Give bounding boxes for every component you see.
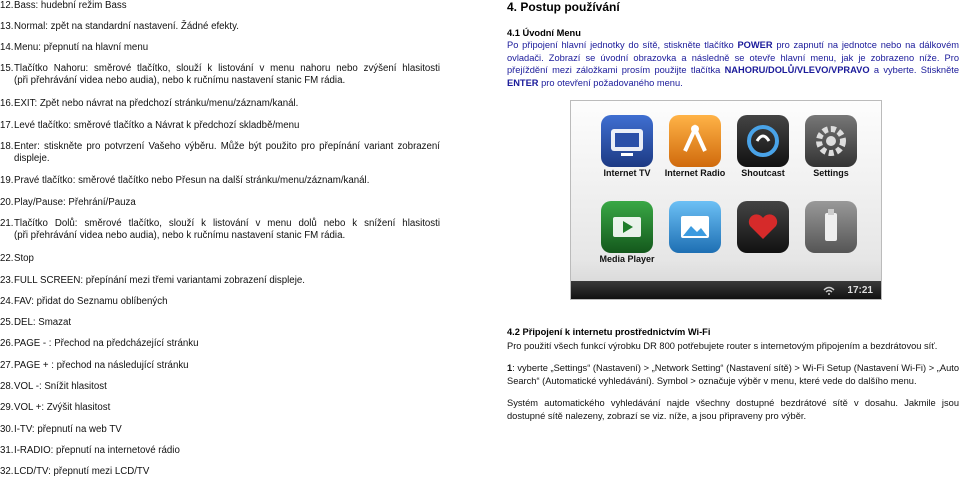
favorites-heart-icon <box>737 201 789 253</box>
usb-icon <box>805 201 857 253</box>
settings-icon <box>805 115 857 167</box>
list-item: 30.I-TV: přepnutí na web TV <box>0 424 122 435</box>
list-item: 13.Normal: zpět na standardní nastavení. Žádné efekty. <box>0 21 239 32</box>
auto-search-paragraph: Systém automatického vyhledávání najde všechny dostupné bezdrátové sítě v dosahu. Jakmile jsou dostupné sítě nalezeny, zobrazí se viz. níže, a jsou připraveny pro výběr. <box>507 398 959 421</box>
tile-label: Shoutcast <box>741 168 785 178</box>
list-item: 23.FULL SCREEN: přepínání mezi třemi variantami zobrazení displeje. <box>0 275 305 286</box>
wifi-icon <box>823 286 835 295</box>
list-item: 24.FAV: přidat do Seznamu oblíbených <box>0 296 168 307</box>
section-heading: 4. Postup používání <box>507 0 620 14</box>
tile-label: Media Player <box>599 254 655 264</box>
status-bar <box>571 281 881 299</box>
tile-label: Internet Radio <box>664 168 726 178</box>
list-item: 14.Menu: přepnutí na hlavní menu <box>0 42 149 53</box>
list-item: 19.Pravé tlačítko: směrové tlačítko nebo Přesun na další stránku/menu/záznam/kanál. <box>0 175 370 186</box>
photo-icon <box>669 201 721 253</box>
list-item: 20.Play/Pause: Přehrání/Pauza <box>0 197 136 208</box>
list-item: 28.VOL -: Snížit hlasitost <box>0 381 107 392</box>
list-item: 27.PAGE + : přechod na následující stránku <box>0 360 189 371</box>
wifi-steps-paragraph: 1: vyberte „Settings“ (Nastavení) > „Network Setting“ (Nastavení sítě) > Wi-Fi Setup (Nastavení Wi-Fi) > „Auto Search“ (Automatické vyhledávání). Symbol > označuje výběr v menu, které vede do dalšího menu. <box>507 363 959 386</box>
intro-paragraph: Po připojení hlavní jednotky do sítě, stiskněte tlačítko POWER pro zapnutí na jednotce nebo na dálkovém ovladači. Zobrazí se úvodní obrazovka a následně se otevře hlavní menu, jak je zobrazeno níže. Pro přejíždění mezi záložkami prosím použijte tlačítka NAHORU/DOLŮ/VLEVO/VPRAVO a vyberte. Stiskněte ENTER pro otevření požadovaného menu. <box>507 40 960 88</box>
list-item: 16.EXIT: Zpět nebo návrat na předchozí stránku/menu/záznam/kanál. <box>0 98 299 109</box>
list-item: 25.DEL: Smazat <box>0 317 72 328</box>
tile-label: Internet TV <box>603 168 651 178</box>
internet-tv-icon <box>601 115 653 167</box>
wifi-paragraph: Pro použití všech funkcí výrobku DR 800 potřebujete router s internetovým připojením a bezdrátovou síť. <box>507 341 938 351</box>
internet-radio-icon <box>669 115 721 167</box>
list-item: 21.Tlačítko Dolů: směrové tlačítko, slouží k listování v menu dolů nebo k snížení hlasitosti (při přehrávání videa nebo audia), nebo k ručnímu nastavení stanic FM rádia. <box>0 218 440 241</box>
media-player-icon <box>601 201 653 253</box>
list-item: 18.Enter: stiskněte pro potvrzení Vašeho výběru. Může být použito pro přepínání variant zobrazení displeje. <box>0 141 440 164</box>
list-item: 31.I-RADIO: přepnutí na internetové rádio <box>0 445 180 456</box>
list-item: 29.VOL +: Zvýšit hlasitost <box>0 402 111 413</box>
main-menu-screenshot <box>570 100 882 300</box>
list-item: 32.LCD/TV: přepnutí mezi LCD/TV <box>0 466 150 477</box>
list-item: 15.Tlačítko Nahoru: směrové tlačítko, slouží k listování v menu nahoru nebo zvýšení hlasitosti (při přehrávání videa nebo audia), nebo k ručnímu nastavení stanic FM rádia. <box>0 63 440 86</box>
subsection-heading: 4.1 Úvodní Menu <box>507 28 581 38</box>
subsection-heading: 4.2 Připojení k internetu prostřednictvím Wi-Fi <box>507 327 711 337</box>
tile-label: Settings <box>813 168 849 178</box>
list-item: 12.Bass: hudební režim Bass <box>0 0 127 11</box>
shoutcast-icon <box>737 115 789 167</box>
list-item: 17.Levé tlačítko: směrové tlačítko a Návrat k předchozí skladbě/menu <box>0 120 300 131</box>
list-item: 26.PAGE - : Přechod na předcházející stránku <box>0 338 199 349</box>
clock-time: 17:21 <box>847 285 873 296</box>
list-item: 22.Stop <box>0 253 34 264</box>
